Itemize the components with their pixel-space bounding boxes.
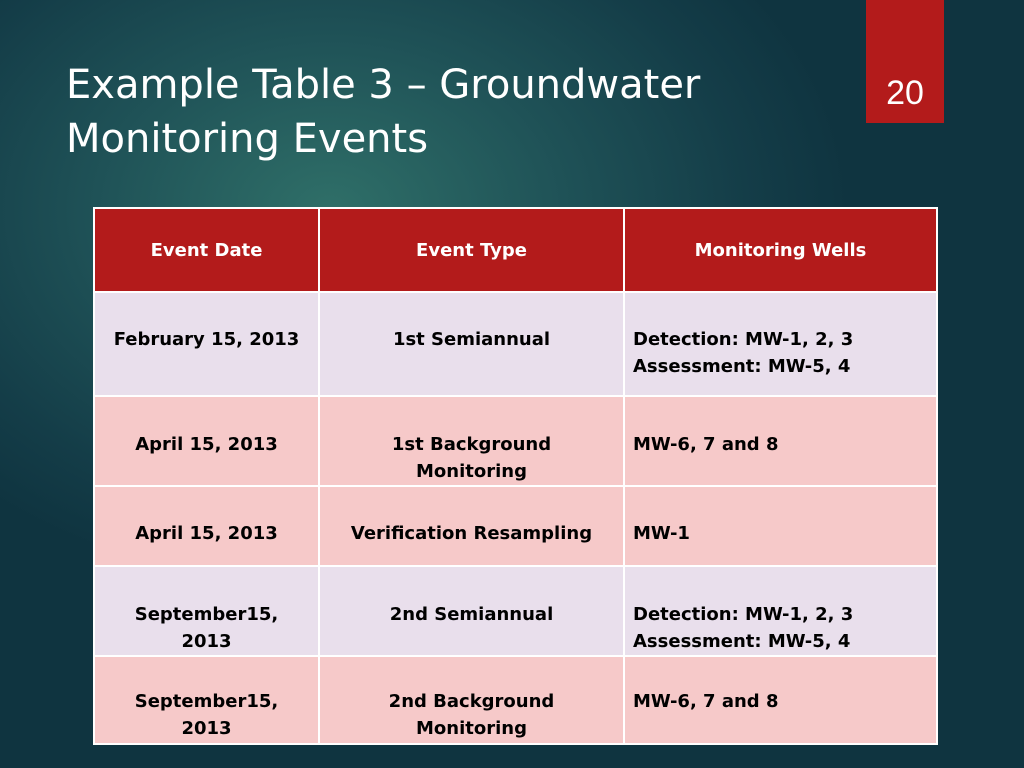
- slide-title: [66, 58, 846, 166]
- cell-event-type: [319, 486, 624, 566]
- cell-text: February 15, 2013: [113, 329, 300, 350]
- cell-text: MW-1: [633, 523, 690, 544]
- cell-text: 2013: [181, 718, 232, 739]
- cell-monitoring-wells: [624, 486, 937, 566]
- cell-event-date: [94, 656, 319, 744]
- cell-text: Monitoring: [416, 461, 527, 482]
- table-row: [94, 486, 937, 566]
- cell-text: 2nd Semiannual: [389, 604, 554, 625]
- cell-text: 1st Background: [391, 434, 552, 455]
- cell-text: April 15, 2013: [135, 434, 278, 455]
- cell-monitoring-wells: [624, 396, 937, 486]
- table-row: [94, 396, 937, 486]
- slide-title-line-2: Monitoring Events: [66, 116, 429, 162]
- cell-event-type: [319, 292, 624, 396]
- table-row: [94, 566, 937, 656]
- cell-text: Monitoring: [416, 718, 527, 739]
- slide-number-box: [866, 0, 944, 123]
- cell-text: April 15, 2013: [135, 523, 278, 544]
- slide-number: 20: [886, 74, 924, 112]
- cell-event-date: [94, 292, 319, 396]
- cell-text: Assessment: MW-5, 4: [633, 631, 851, 652]
- monitoring-events-table: [93, 207, 938, 745]
- cell-monitoring-wells: [624, 656, 937, 744]
- cell-text: MW-6, 7 and 8: [633, 434, 779, 455]
- table-row: [94, 292, 937, 396]
- cell-text: September15,: [134, 691, 279, 712]
- cell-text: Verification Resampling: [350, 523, 593, 544]
- cell-text: Detection: MW-1, 2, 3: [633, 604, 854, 625]
- cell-monitoring-wells: [624, 292, 937, 396]
- cell-event-type: [319, 566, 624, 656]
- cell-text: MW-6, 7 and 8: [633, 691, 779, 712]
- table-row: [94, 656, 937, 744]
- cell-event-date: [94, 486, 319, 566]
- cell-text: 2013: [181, 631, 232, 652]
- header-event-date: Event Date: [94, 208, 319, 292]
- cell-text: 1st Semiannual: [392, 329, 551, 350]
- cell-text: Detection: MW-1, 2, 3: [633, 329, 854, 350]
- cell-event-date: [94, 396, 319, 486]
- cell-event-type: [319, 656, 624, 744]
- cell-text: September15,: [134, 604, 279, 625]
- header-monitoring-wells: Monitoring Wells: [624, 208, 937, 292]
- cell-event-type: [319, 396, 624, 486]
- cell-event-date: [94, 566, 319, 656]
- cell-text: 2nd Background: [388, 691, 555, 712]
- table-header-row: [94, 208, 937, 292]
- cell-monitoring-wells: [624, 566, 937, 656]
- cell-text: Assessment: MW-5, 4: [633, 356, 851, 377]
- slide-title-line-1: Example Table 3 – Groundwater: [66, 62, 701, 108]
- header-event-type: Event Type: [319, 208, 624, 292]
